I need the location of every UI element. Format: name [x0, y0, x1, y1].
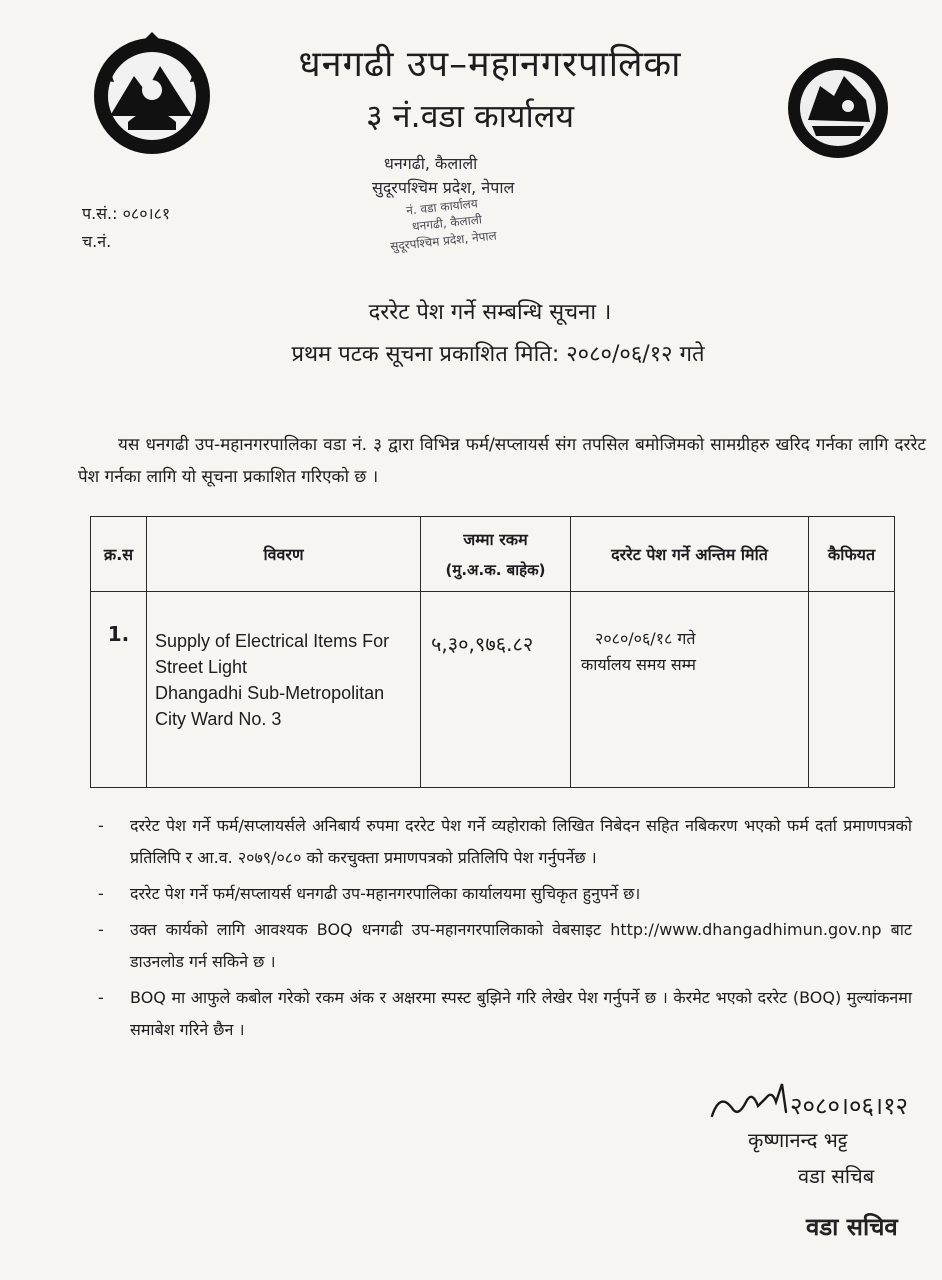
description-line: City Ward No. 3 — [155, 709, 282, 729]
column-header-amount — [421, 517, 571, 592]
condition-item — [96, 810, 912, 874]
signatory-name: कृष्णानन्द भट्ट — [748, 1128, 848, 1152]
row-remarks — [809, 592, 895, 788]
intro-paragraph: यस धनगढी उप-महानगरपालिका वडा नं. ३ द्वारा विभिन्न फर्म/सप्लायर्स संग तपसिल बमोजिमको सामग्रीहरु खरिद गर्नका लागि दररेट पेश गर्नका लागि यो सूचना प्रकाशित गरिएको छ । — [78, 435, 926, 487]
organization-name: धनगढी उप–महानगरपालिका — [298, 44, 682, 85]
table-row — [91, 592, 895, 788]
stamp-line: नं. वडा कार्यालय — [405, 196, 479, 218]
row-sn: 1. — [91, 592, 147, 788]
column-header-description: विवरण — [147, 517, 421, 592]
publication-date: प्रथम पटक सूचना प्रकाशित मिति: २०८०/०६/१२ गते — [291, 342, 705, 367]
municipality-logo-icon — [786, 56, 890, 160]
condition-text: BOQ मा आफुले कबोल गरेको रकम अंक र अक्षरमा स्पस्ट बुझिने गरि लेखेर पेश गर्नुपर्ने छ । केरमेट भएको दररेट (BOQ) मुल्यांकनमा समाबेश गरिने छैन । — [130, 988, 912, 1039]
letter-number — [82, 202, 170, 224]
description-line: Street Light — [155, 657, 248, 677]
government-emblem-icon — [88, 30, 216, 158]
letter-number-label: प.सं.: — [82, 204, 118, 223]
handwritten-signature — [706, 1072, 926, 1132]
bullet-dash: - — [98, 884, 104, 903]
bullet-dash: - — [98, 816, 104, 835]
stamp-line: सुदूरपश्चिम प्रदेश, नेपाल — [372, 178, 515, 197]
bullet-dash: - — [98, 988, 104, 1007]
deadline-date: २०८०/०६/१८ गते — [595, 629, 696, 648]
condition-text: दररेट पेश गर्ने फर्म/सप्लायर्सले अनिबार्य रुपमा दररेट पेश गर्ने व्यहोराको लिखित निबेदन सहित नबिकरण भएको फर्म दर्ता प्रमाणपत्रको प्रतिलिपि र आ.व. २०७९/०८० को करचुक्ता प्रमाणपत्रको प्रतिलिपि पेश गर्नुपर्नेछ । — [130, 816, 912, 867]
stamp-line: धनगढी, कैलाली — [384, 154, 478, 173]
condition-text: उक्त कार्यको लागि आवश्यक BOQ धनगढी उप-महानगरपालिकाको वेबसाइट http://www.dhangadhimun.gov.np बाट डाउनलोड गर्न सकिने छ । — [130, 920, 912, 971]
stamp-line: धनगढी, कैलाली — [411, 212, 483, 234]
condition-item — [96, 878, 912, 910]
signature-date: २०८०।०६।१२ — [790, 1092, 909, 1120]
condition-item — [96, 914, 912, 978]
column-header-deadline: दररेट पेश गर्ने अन्तिम मिति — [571, 517, 809, 592]
description-line: Supply of Electrical Items For — [155, 631, 390, 651]
notice-title: दररेट पेश गर्ने सम्बन्धि सूचना । — [368, 300, 612, 325]
column-header-remarks: कैफियत — [809, 517, 895, 592]
condition-item — [96, 982, 912, 1046]
designation-stamp: वडा सचिव — [806, 1213, 898, 1241]
row-deadline — [571, 592, 809, 788]
deadline-time: कार्यालय समय सम्म — [581, 655, 696, 674]
description-line: Dhangadhi Sub-Metropolitan — [155, 683, 385, 703]
row-amount: ५,३०,९७६.८२ — [421, 592, 571, 788]
dispatch-number-label: च.नं. — [82, 232, 112, 251]
ward-office-name: ३ नं.वडा कार्यालय — [365, 97, 575, 135]
office-stamp — [372, 146, 542, 256]
conditions-list — [96, 810, 912, 1048]
row-description — [147, 592, 421, 788]
table-header-row — [91, 517, 895, 592]
amount-header-line1: जम्मा रकम — [463, 530, 528, 549]
bullet-dash: - — [98, 920, 104, 939]
stamp-line: सुदूरपश्चिम प्रदेश, नेपाल — [389, 228, 498, 254]
items-table — [90, 516, 895, 788]
amount-header-line2: (मु.अ.क. बाहेक) — [445, 561, 546, 579]
letter-number-value: ०८०।८१ — [122, 204, 171, 223]
signatory-designation: वडा सचिब — [798, 1164, 875, 1188]
condition-text: दररेट पेश गर्ने फर्म/सप्लायर्स धनगढी उप-महानगरपालिका कार्यालयमा सुचिकृत हुनुपर्ने छ। — [130, 884, 641, 903]
column-header-sn: क्र.स — [91, 517, 147, 592]
